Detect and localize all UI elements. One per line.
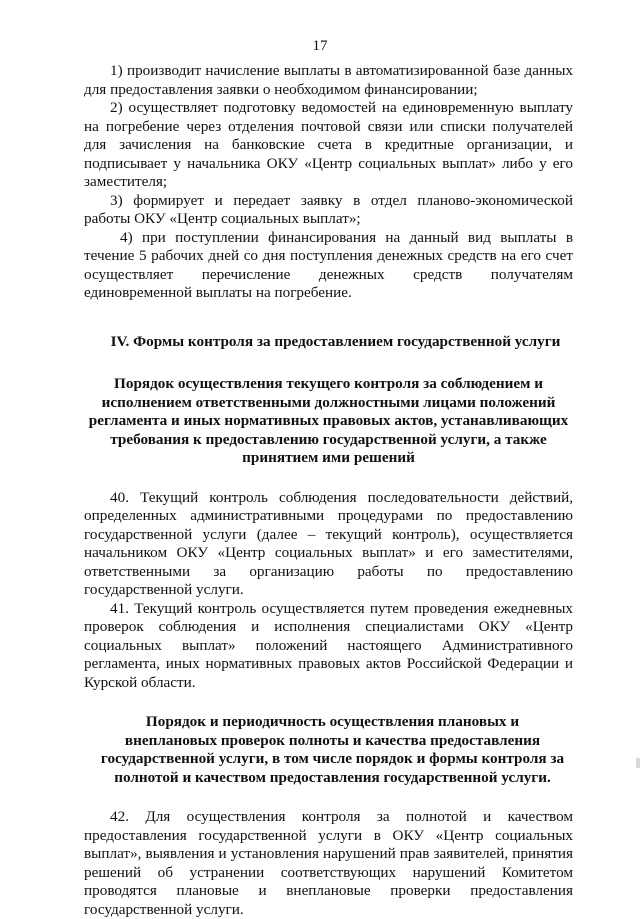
subheading-line: регламента и иных нормативных правовых актов, устанавливающих [88,412,569,429]
scan-edge-mark [636,758,640,768]
list-item-3: 3) формирует и передает заявку в отдел планово-экономической работы ОКУ «Центр социальных выплат»; [84,191,573,227]
page-number: 17 [312,38,328,54]
page-content [84,62,573,919]
subheading-line: внеплановых проверок полноты и качества предоставления [124,731,541,749]
subheading-line: Порядок и периодичность осуществления плановых и [145,713,520,730]
list-item-2: 2) осуществляет подготовку ведомостей на единовременную выплату на погребение через отделения почтовой связи или списки получателей для зачисления на банковские счета в кредитные организации, и подписывает у начальника ОКУ «Центр социальных выплат» либо у его заместителя; [84,99,573,190]
subheading-line: принятием ими решений [242,449,415,466]
paragraph-40: 40. Текущий контроль соблюдения последовательности действий, определенных административными процедурами по предоставлению государственной услуги (далее – текущий контроль), осуществляется начальником ОКУ «Центр социальных выплат» и его заместителями, ответственными за организацию работы по предоставлению государственной услуги. [84,488,573,598]
paragraph-41: 41. Текущий контроль осуществляется путем проведения ежедневных проверок соблюдения и исполнения специалистами ОКУ «Центр социальных выплат» положений настоящего Административного регламента, иных нормативных правовых актов Российской Федерации и Курской области. [84,599,573,691]
subheading-line: требования к предоставлению государственной услуги, а также [110,430,547,448]
subheading-line: полнотой и качеством предоставления государственной услуги. [114,768,551,786]
subheading-line: исполнением ответственными должностными лицами положений [101,393,556,411]
subheading-line: государственной услуги, в том числе порядок и формы контроля за [100,750,565,767]
paragraph-42: 42. Для осуществления контроля за полнотой и качеством предоставления государственной услуги в ОКУ «Центр социальных выплат», выявления и установления нарушений прав заявителей, принятия решений об устранении соответствующих нарушений Комитетом проводятся плановые и внеплановые проверки предоставления государственной услуги. [84,808,573,918]
list-item-1: 1) производит начисление выплаты в автоматизированной базе данных для предоставления заявки о необходимом финансировании; [84,62,573,98]
subheading-inspections [84,713,573,787]
subheading-line: Порядок осуществления текущего контроля за соблюдением и [114,375,543,392]
list-item-4: 4) при поступлении финансирования на данный вид выплаты в течение 5 рабочих дней со дня поступления денежных средств на его счет осуществляет перечисление денежных средств получателям единовременной выплаты на погребение. [84,228,573,301]
section-title: IV. Формы контроля за предоставлением государственной услуги [110,332,561,350]
subheading-current-control [84,375,573,468]
